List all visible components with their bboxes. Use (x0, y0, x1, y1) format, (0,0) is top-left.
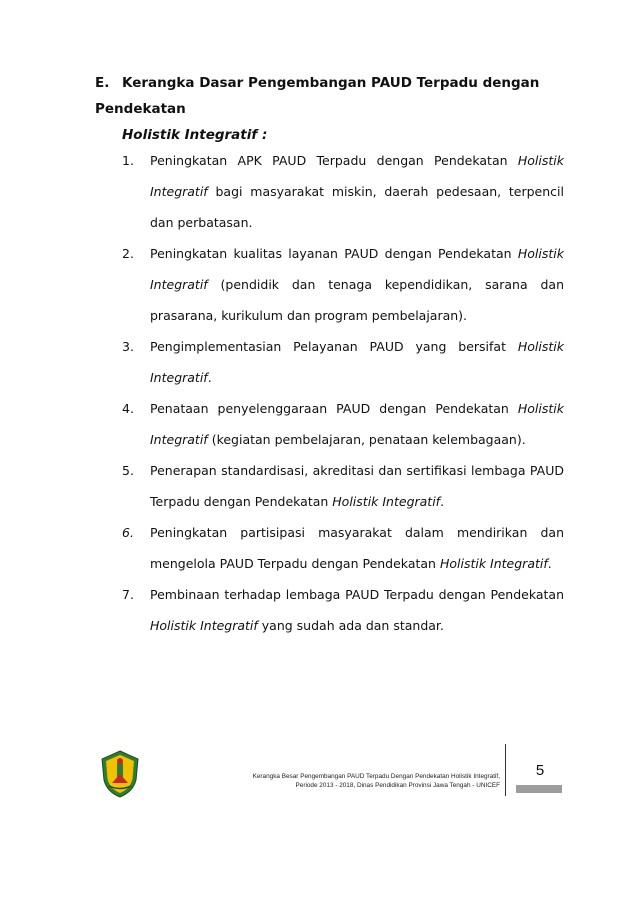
section-letter: E. (95, 75, 110, 91)
item-text: Pembinaan terhadap lembaga PAUD Terpadu dengan Pendekatan (150, 587, 564, 602)
item-text: Pengimplementasian Pelayanan PAUD yang bersifat (150, 339, 518, 354)
item-text-tail: yang sudah ada dan standar. (257, 618, 444, 633)
section-title-line2: Holistik Integratif : (122, 127, 268, 143)
item-text-tail: . (440, 494, 445, 509)
central-java-emblem-icon (100, 750, 140, 798)
item-italic-text: Holistik Integratif (150, 401, 564, 447)
footer-line2: Periode 2013 - 2018, Dinas Pendidikan Provinsi Jawa Tengah - UNICEF (295, 782, 500, 789)
list-item (122, 455, 564, 517)
item-number: 1. (122, 153, 134, 168)
item-text: Peningkatan APK PAUD Terpadu dengan Pendekatan (150, 153, 518, 168)
item-italic-text: Holistik Integratif (150, 246, 564, 292)
item-number: 3. (122, 339, 134, 354)
item-text-tail: . (207, 370, 212, 385)
item-number: 5. (122, 463, 134, 478)
item-text: Peningkatan partisipasi masyarakat dalam mendirikan dan mengelola PAUD Terpadu dengan Pendekatan (150, 525, 564, 571)
item-number: 4. (122, 401, 134, 416)
section-heading (95, 70, 575, 148)
list-item (122, 579, 564, 641)
item-number: 6. (122, 525, 134, 540)
list-item (122, 238, 564, 331)
list-item (122, 331, 564, 393)
item-italic-text: Holistik Integratif (439, 556, 548, 571)
list-item (122, 517, 564, 579)
page-number: 5 (535, 762, 545, 779)
item-italic-text: Holistik Integratif (332, 494, 441, 509)
footer-line1: Kerangka Besar Pengembangan PAUD Terpadu Dengan Pendekatan Holistik Integratif, (252, 773, 500, 780)
item-italic-text: Holistik Integratif (150, 339, 564, 385)
footer-caption (210, 772, 500, 790)
item-text-tail: (pendidik dan tenaga kependidikan, sarana dan prasarana, kurikulum dan program pembelajaran). (150, 277, 564, 323)
item-text: Peningkatan kualitas layanan PAUD dengan Pendekatan (150, 246, 518, 261)
item-number: 2. (122, 246, 134, 261)
item-italic-text: Holistik Integratif (150, 618, 258, 633)
section-title-line1: Kerangka Dasar Pengembangan PAUD Terpadu dengan Pendekatan (95, 75, 540, 117)
footer-divider (505, 744, 506, 796)
list-item (122, 145, 564, 238)
item-text-tail: (kegiatan pembelajaran, penataan kelembagaan). (207, 432, 526, 447)
item-text: Penerapan standardisasi, akreditasi dan sertifikasi lembaga PAUD Terpadu dengan Pendekatan (150, 463, 564, 509)
item-text-tail: . (547, 556, 552, 571)
item-number: 7. (122, 587, 134, 602)
item-text-tail: bagi masyarakat miskin, daerah pedesaan, terpencil dan perbatasan. (150, 184, 564, 230)
item-italic-text: Holistik Integratif (150, 153, 564, 199)
numbered-list (122, 145, 564, 641)
page-number-bar (516, 785, 562, 793)
list-item (122, 393, 564, 455)
item-text: Penataan penyelenggaraan PAUD dengan Pendekatan (150, 401, 518, 416)
